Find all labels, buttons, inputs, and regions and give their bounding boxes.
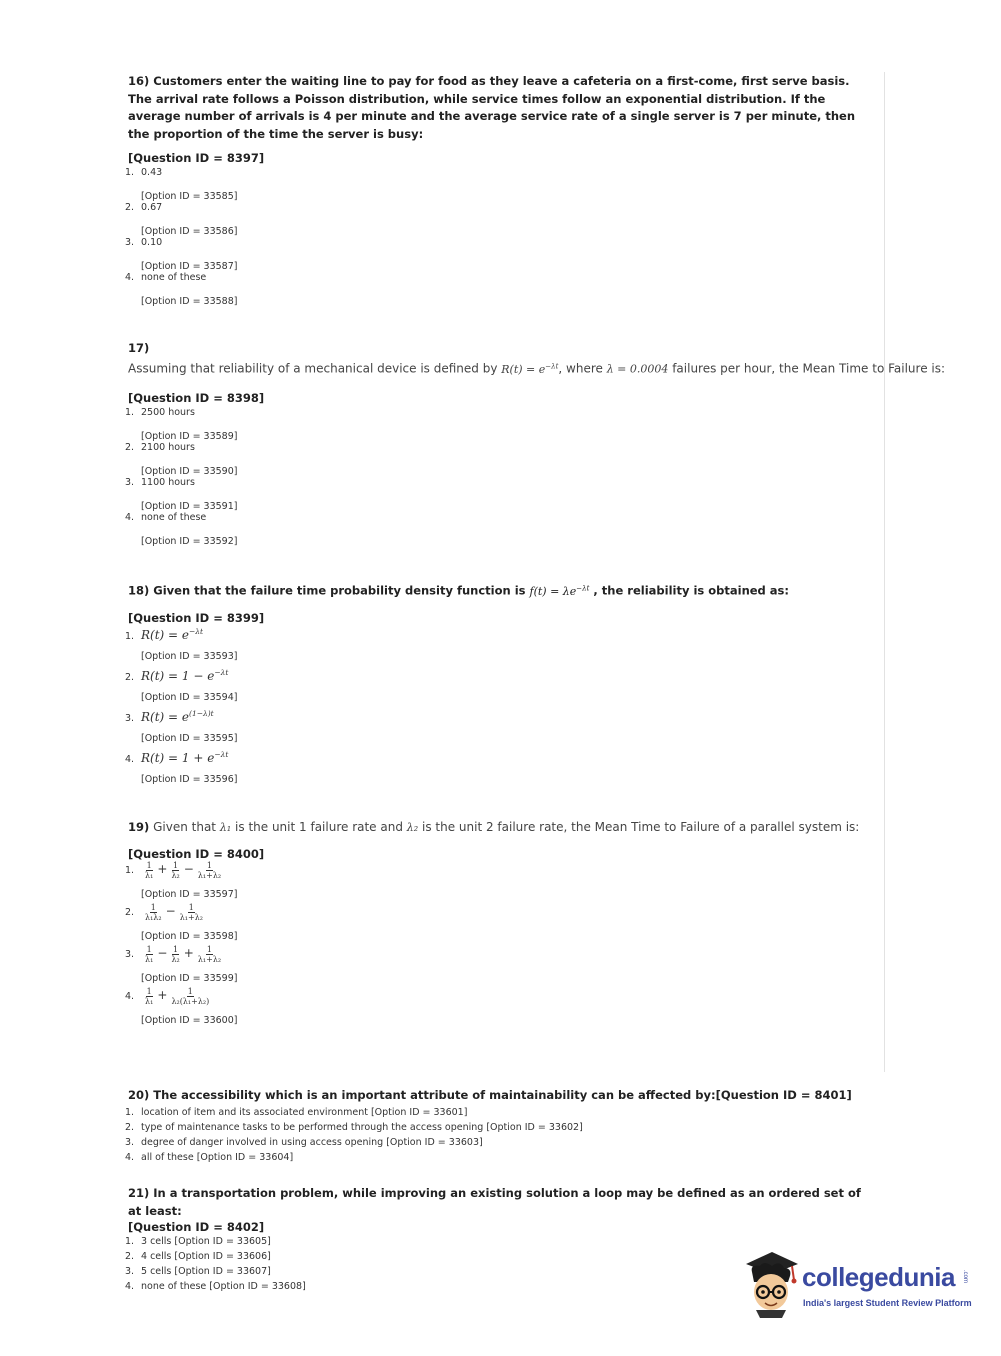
question-19 [125,818,868,1026]
question-17-id: [Question ID = 8398] [128,390,265,405]
option: 1. $R(t) = e^{-\lambda t}$ [Option ID = 33593] [125,627,238,663]
question-19-id: [Question ID = 8400] [128,847,265,861]
logo-tagline: India's largest Student Review Platform [803,1298,972,1308]
option: 1. 0.43 [Option ID = 33585] [125,167,238,202]
question-20 [125,1087,868,1165]
question-19-text: 19) Given that λ₁ is the unit 1 failure rate and λ₂ is the unit 2 failure rate, the Mean Time to Failure of a parallel system is: [128,820,860,834]
page-divider [884,72,885,1072]
question-18-text: 18) Given that the failure time probability density function is $f(t) = \lambda e^{-\lambda t}$ , the reliability is obtained as: [128,583,790,598]
option: 4. none of these [Option ID = 33608] [125,1281,306,1292]
option: 2. 2100 hours [Option ID = 33590] [125,441,238,477]
option: 3. $\frac{1}{\text{λ₁}}$ − $\frac{1}{\text{λ₂}}$ + $\frac{1}{\text{λ₁+λ₂}}$ [Option ID = 33599] [125,945,238,984]
logo-com: .com [962,1270,968,1284]
question-18-id: [Question ID = 8399] [128,611,265,626]
option: 4. all of these [Option ID = 33604] [125,1151,294,1163]
option: 2. 0.67 [Option ID = 33586] [125,202,238,237]
option: 2. 4 cells [Option ID = 33606] [125,1251,271,1262]
question-17: 17) Assuming that reliability of a mechanical device is defined by $R(t) = e^{-\lambda t}$, where λ = 0.0004 failures per hour, the Mean Time to Failure is: [Question ID = 8398] 1. 2500 hours [Option ID = 33589] 2. 2100 hours [Option ID = 33590] 3. 1100 hours [Option ID = 33591] 4. none of these [Option ID = 33592] [125,341,946,547]
option: 4. $\frac{1}{\text{λ₁}}$ + $\frac{1}{\text{λ₂(λ₁+λ₂)}}$ [Option ID = 33600] [125,987,238,1026]
option: 3. degree of danger involved in using access opening [Option ID = 33603] [125,1136,483,1148]
option: 1. 3 cells [Option ID = 33605] [125,1236,271,1247]
option: 3. 0.10 [Option ID = 33587] [125,237,238,272]
option: 2. type of maintenance tasks to be performed through the access opening [Option ID = 33602] [125,1121,583,1133]
question-20-text: 20) The accessibility which is an important attribute of maintainability can be affected by:[Question ID = 8401] [128,1088,852,1102]
option: 2. $R(t) = 1 - e^{-\lambda t}$ [Option ID = 33594] [125,668,238,704]
logo-wordmark: collegedunia [802,1262,955,1292]
question-18 [125,580,868,786]
option: 1. location of item and its associated environment [Option ID = 33601] [125,1106,468,1118]
option: 3. 5 cells [Option ID = 33607] [125,1266,271,1277]
option: 2. $\frac{1}{\text{λ₁λ₂}}$ − $\frac{1}{\text{λ₁+λ₂}}$ [Option ID = 33598] [125,903,238,942]
option: 4. none of these [Option ID = 33592] [125,511,238,547]
option: 3. 1100 hours [Option ID = 33591] [125,476,238,512]
question-17-text: Assuming that reliability of a mechanical device is defined by $R(t) = e^{-\lambda t}$, where λ = 0.0004 failures per hour, the Mean Time to Failure is: [128,361,946,376]
question-16 [125,73,868,307]
option: 4. $R(t) = 1 + e^{-\lambda t}$ [Option ID = 33596] [125,750,238,786]
question-16-text: 16) Customers enter the waiting line to pay for food as they leave a cafeteria on a first-come, first serve basis. The arrival rate follows a Poisson distribution, while service times follow an exponential distribution. If the average number of arrivals is 4 per minute and the average service rate of a single server is 7 per minute, then the proportion of the time the server is busy: [128,74,856,141]
question-16-id: [Question ID = 8397] [128,151,265,165]
option: 3. $R(t) = e^{(1-\lambda)t}$ [Option ID = 33595] [125,709,238,745]
option: 4. none of these [Option ID = 33588] [125,272,238,307]
collegedunia-logo[interactable] [742,1250,972,1320]
option: 1. 2500 hours [Option ID = 33589] [125,406,238,442]
option: 1. $\frac{1}{\text{λ₁}}$ + $\frac{1}{\text{λ₂}}$ − $\frac{1}{\text{λ₁+λ₂}}$ [Option ID = 33597] [125,861,238,900]
question-21-text: 21) In a transportation problem, while improving an existing solution a loop may be defined as an ordered set of at least: [128,1186,861,1218]
mascot-icon [742,1250,802,1318]
question-21-id: [Question ID = 8402] [128,1220,265,1234]
